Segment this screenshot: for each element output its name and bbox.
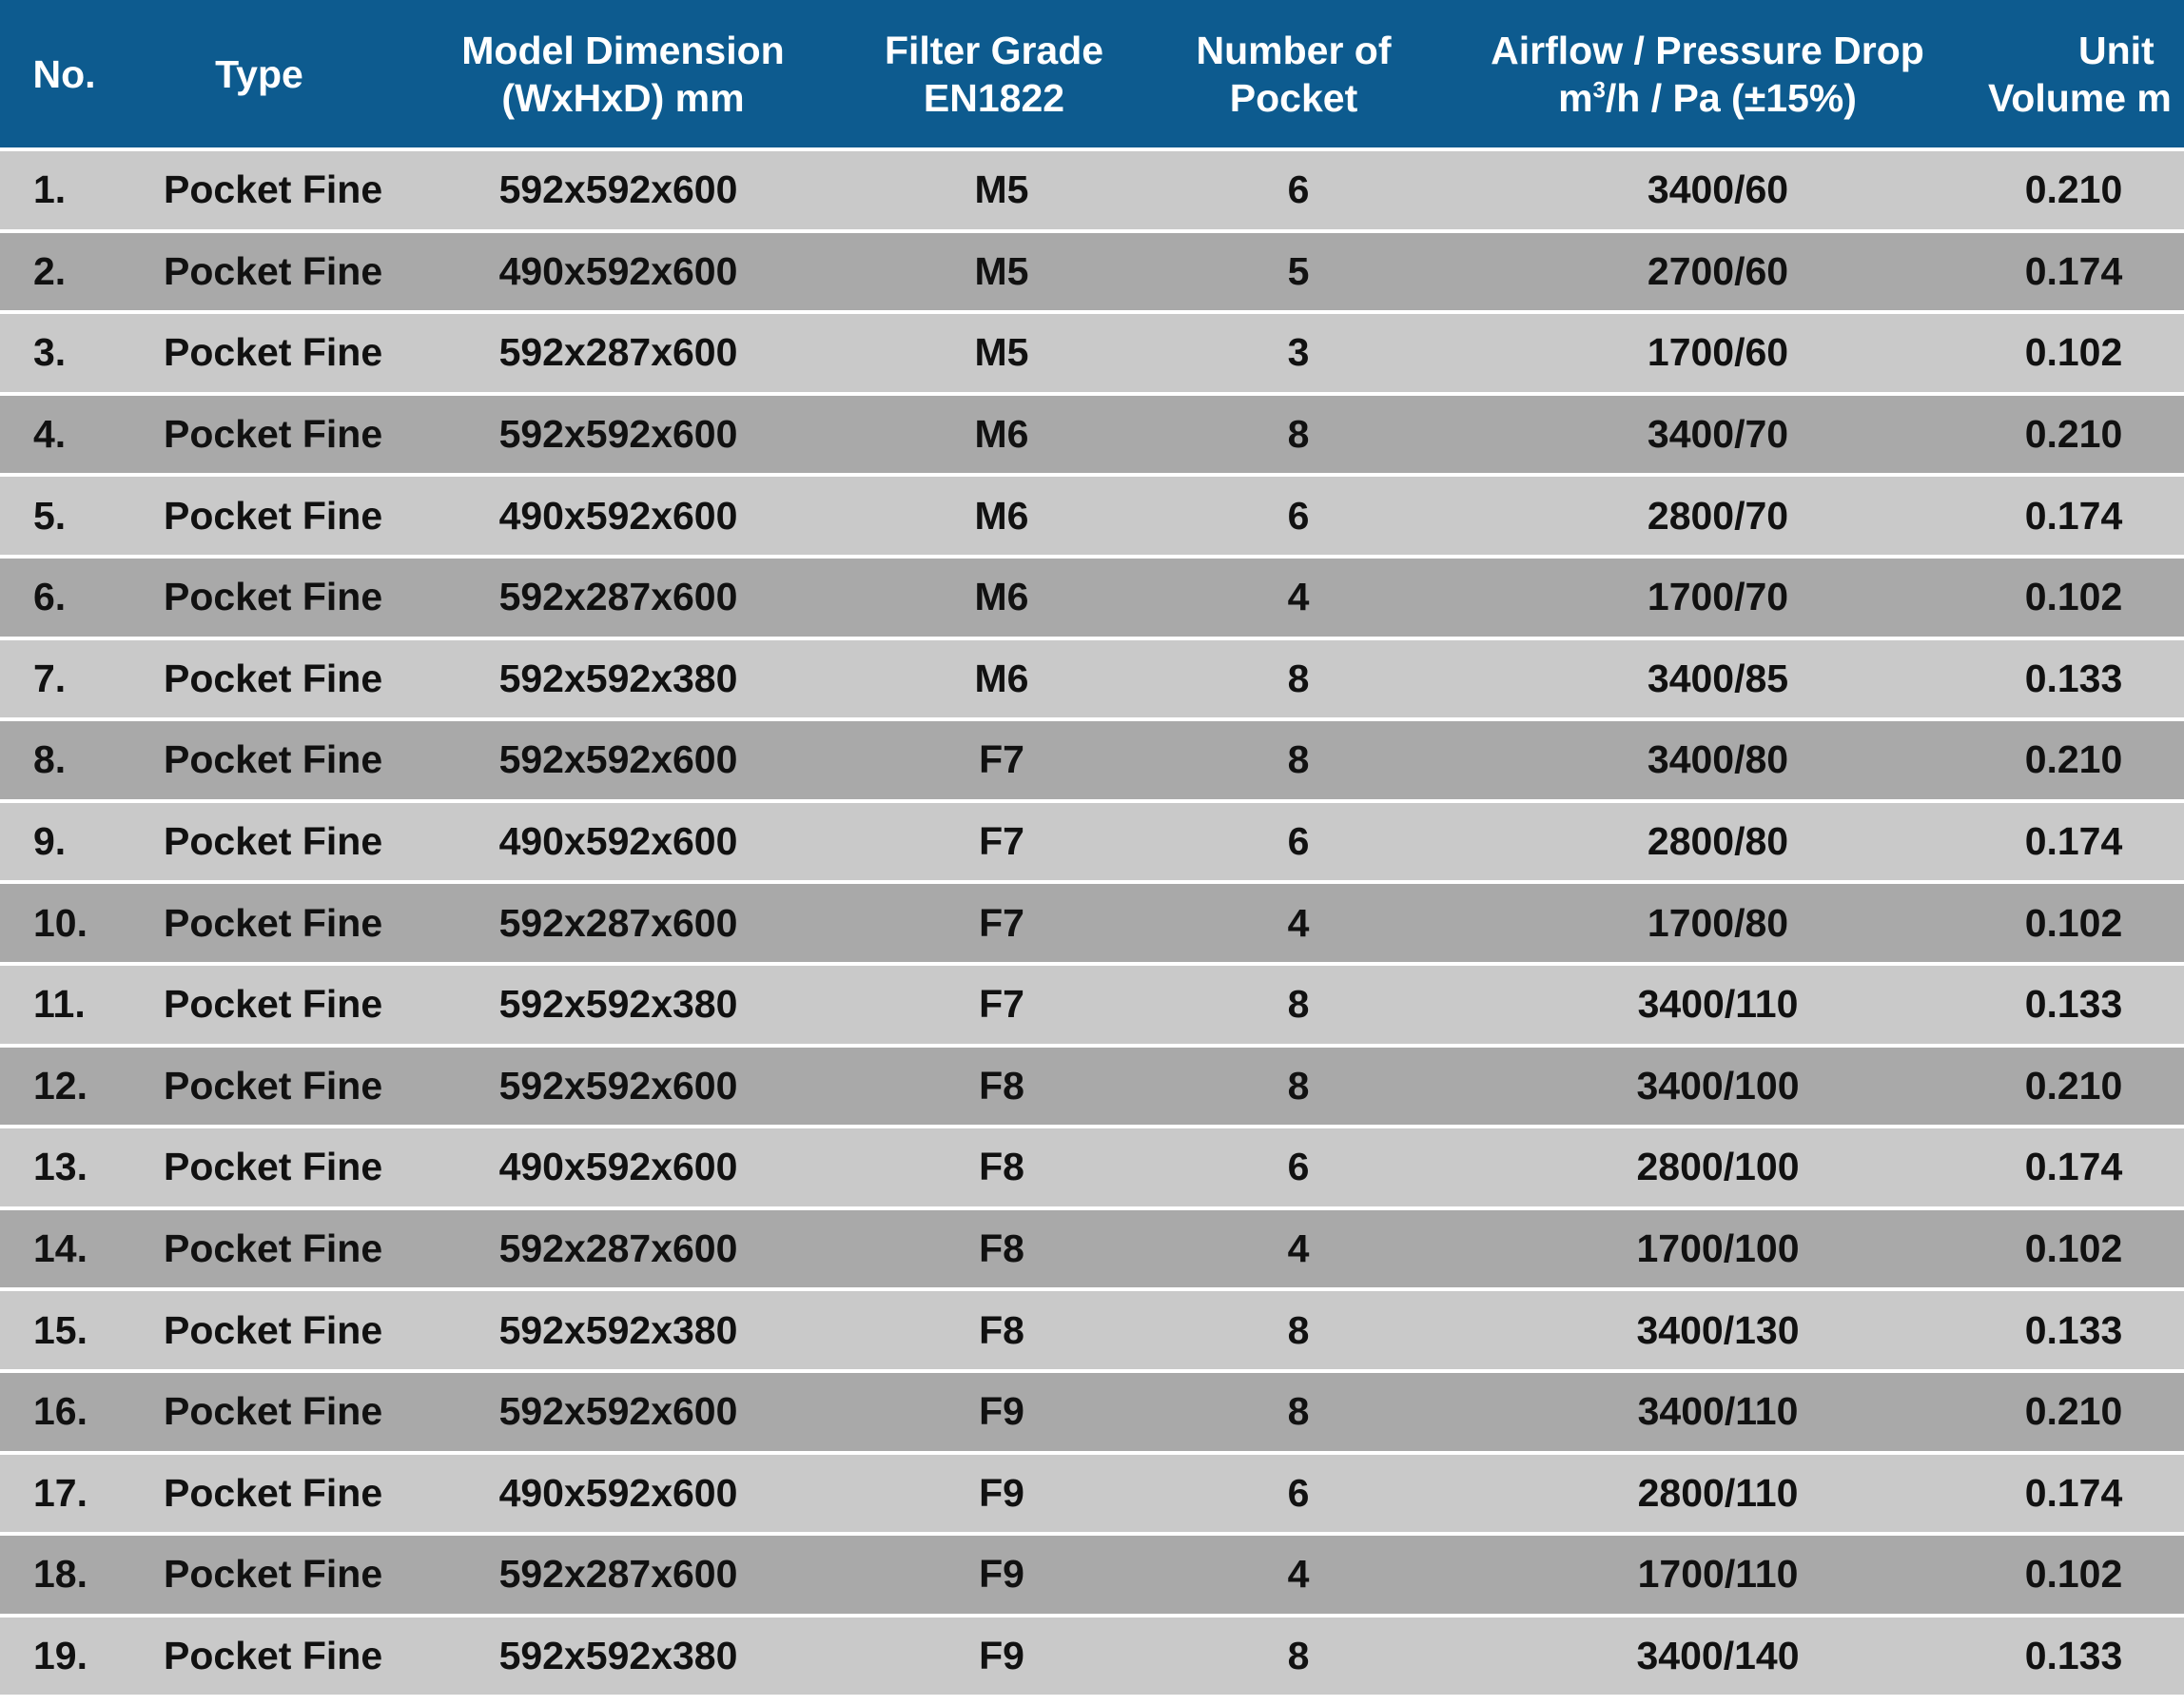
cell-type: Pocket Fine bbox=[164, 248, 383, 293]
cell-type: Pocket Fine bbox=[164, 982, 383, 1027]
cell-airflow-pressure-drop: 1700/60 bbox=[1647, 330, 1789, 375]
cell-no: 6. bbox=[33, 575, 67, 619]
cell-no: 13. bbox=[33, 1145, 88, 1189]
cell-type: Pocket Fine bbox=[164, 1226, 383, 1271]
cell-no: 5. bbox=[33, 493, 67, 538]
cell-type: Pocket Fine bbox=[164, 330, 383, 375]
cell-type: Pocket Fine bbox=[164, 1552, 383, 1597]
cell-filter-grade: M6 bbox=[974, 493, 1029, 538]
cell-type: Pocket Fine bbox=[164, 656, 383, 700]
cell-unit-volume: 0.210 bbox=[2024, 167, 2123, 212]
table-row bbox=[0, 1532, 2184, 1614]
cell-no: 8. bbox=[33, 737, 67, 782]
table-row bbox=[0, 1044, 2184, 1126]
header-model-dimension: Model Dimension (WxHxD) mm bbox=[461, 28, 785, 120]
cell-unit-volume: 0.174 bbox=[2024, 493, 2123, 538]
cell-filter-grade: F9 bbox=[979, 1633, 1024, 1677]
cell-airflow-pressure-drop: 1700/70 bbox=[1647, 575, 1789, 619]
cell-number-of-pocket: 8 bbox=[1287, 412, 1310, 457]
cell-unit-volume: 0.102 bbox=[2024, 575, 2123, 619]
cell-number-of-pocket: 8 bbox=[1287, 982, 1310, 1027]
cell-number-of-pocket: 6 bbox=[1287, 819, 1310, 864]
table-row bbox=[0, 310, 2184, 392]
cell-unit-volume: 0.102 bbox=[2024, 1226, 2123, 1271]
cell-unit-volume: 0.102 bbox=[2024, 1552, 2123, 1597]
cell-no: 18. bbox=[33, 1552, 88, 1597]
table-row bbox=[0, 880, 2184, 962]
cell-unit-volume: 0.133 bbox=[2024, 656, 2123, 700]
cell-unit-volume: 0.210 bbox=[2024, 737, 2123, 782]
cell-type: Pocket Fine bbox=[164, 819, 383, 864]
header-unit-volume: Unit Volume m bbox=[1988, 28, 2172, 120]
cell-dimension: 592x592x600 bbox=[498, 1389, 738, 1434]
cell-airflow-pressure-drop: 2800/80 bbox=[1647, 819, 1789, 864]
cell-dimension: 490x592x600 bbox=[498, 1145, 738, 1189]
cell-filter-grade: F9 bbox=[979, 1470, 1024, 1515]
cell-filter-grade: F8 bbox=[979, 1226, 1024, 1271]
cell-unit-volume: 0.174 bbox=[2024, 248, 2123, 293]
cell-filter-grade: M6 bbox=[974, 412, 1029, 457]
cell-number-of-pocket: 8 bbox=[1287, 1063, 1310, 1108]
table-row bbox=[0, 799, 2184, 881]
cell-unit-volume: 0.133 bbox=[2024, 1307, 2123, 1352]
table-row bbox=[0, 1451, 2184, 1533]
cell-type: Pocket Fine bbox=[164, 412, 383, 457]
cell-airflow-pressure-drop: 1700/80 bbox=[1647, 900, 1789, 945]
cell-dimension: 592x592x380 bbox=[498, 1307, 738, 1352]
table-row bbox=[0, 1125, 2184, 1206]
cell-number-of-pocket: 4 bbox=[1287, 1552, 1310, 1597]
table-row bbox=[0, 1287, 2184, 1369]
cell-airflow-pressure-drop: 1700/110 bbox=[1637, 1552, 1799, 1597]
cell-airflow-pressure-drop: 3400/110 bbox=[1637, 1389, 1799, 1434]
cell-unit-volume: 0.133 bbox=[2024, 982, 2123, 1027]
cell-airflow-pressure-drop: 2800/100 bbox=[1636, 1145, 1800, 1189]
table-row bbox=[0, 229, 2184, 311]
cell-dimension: 592x287x600 bbox=[498, 330, 738, 375]
cell-type: Pocket Fine bbox=[164, 1633, 383, 1677]
table-row bbox=[0, 392, 2184, 474]
cell-no: 7. bbox=[33, 656, 67, 700]
cell-no: 10. bbox=[33, 900, 88, 945]
cell-airflow-pressure-drop: 3400/140 bbox=[1636, 1633, 1800, 1677]
table-row bbox=[0, 717, 2184, 799]
cell-number-of-pocket: 5 bbox=[1287, 248, 1310, 293]
table-row bbox=[0, 637, 2184, 718]
table-row bbox=[0, 1369, 2184, 1451]
cell-no: 4. bbox=[33, 412, 67, 457]
cell-filter-grade: M5 bbox=[974, 248, 1029, 293]
cell-number-of-pocket: 4 bbox=[1287, 1226, 1310, 1271]
cell-number-of-pocket: 8 bbox=[1287, 656, 1310, 700]
cell-dimension: 592x287x600 bbox=[498, 900, 738, 945]
cell-dimension: 592x592x380 bbox=[498, 656, 738, 700]
cell-dimension: 490x592x600 bbox=[498, 819, 738, 864]
table-body bbox=[0, 147, 2184, 1695]
header-type: Type bbox=[215, 51, 303, 96]
cell-dimension: 592x592x600 bbox=[498, 412, 738, 457]
cell-airflow-pressure-drop: 1700/100 bbox=[1636, 1226, 1800, 1271]
cell-airflow-pressure-drop: 2700/60 bbox=[1647, 248, 1789, 293]
table-row bbox=[0, 1614, 2184, 1696]
table-row bbox=[0, 962, 2184, 1044]
cell-unit-volume: 0.210 bbox=[2024, 1063, 2123, 1108]
cell-type: Pocket Fine bbox=[164, 493, 383, 538]
cell-no: 3. bbox=[33, 330, 67, 375]
cell-dimension: 592x592x380 bbox=[498, 982, 738, 1027]
cell-number-of-pocket: 4 bbox=[1287, 900, 1310, 945]
cell-type: Pocket Fine bbox=[164, 1470, 383, 1515]
cell-number-of-pocket: 4 bbox=[1287, 575, 1310, 619]
cell-type: Pocket Fine bbox=[164, 167, 383, 212]
cell-filter-grade: F7 bbox=[979, 982, 1024, 1027]
cell-no: 16. bbox=[33, 1389, 88, 1434]
cell-airflow-pressure-drop: 3400/130 bbox=[1636, 1307, 1800, 1352]
cell-filter-grade: M5 bbox=[974, 330, 1029, 375]
table-row bbox=[0, 147, 2184, 229]
cell-filter-grade: M6 bbox=[974, 575, 1029, 619]
cell-type: Pocket Fine bbox=[164, 900, 383, 945]
cell-airflow-pressure-drop: 2800/70 bbox=[1647, 493, 1789, 538]
header-number-of-pocket: Number of Pocket bbox=[1196, 28, 1392, 120]
cell-dimension: 592x592x600 bbox=[498, 167, 738, 212]
cell-type: Pocket Fine bbox=[164, 737, 383, 782]
cell-no: 9. bbox=[33, 819, 67, 864]
cell-unit-volume: 0.174 bbox=[2024, 1145, 2123, 1189]
table-row bbox=[0, 473, 2184, 555]
cell-number-of-pocket: 6 bbox=[1287, 1470, 1310, 1515]
cell-unit-volume: 0.174 bbox=[2024, 1470, 2123, 1515]
cell-number-of-pocket: 6 bbox=[1287, 493, 1310, 538]
cell-number-of-pocket: 6 bbox=[1287, 167, 1310, 212]
cell-number-of-pocket: 8 bbox=[1287, 1389, 1310, 1434]
cell-unit-volume: 0.210 bbox=[2024, 1389, 2123, 1434]
cell-no: 15. bbox=[33, 1307, 88, 1352]
cell-airflow-pressure-drop: 3400/110 bbox=[1637, 982, 1799, 1027]
table-row bbox=[0, 555, 2184, 637]
cell-filter-grade: F8 bbox=[979, 1307, 1024, 1352]
cell-dimension: 490x592x600 bbox=[498, 493, 738, 538]
cell-dimension: 592x592x380 bbox=[498, 1633, 738, 1677]
cell-airflow-pressure-drop: 3400/60 bbox=[1647, 167, 1789, 212]
header-no: No. bbox=[32, 51, 96, 96]
cell-dimension: 490x592x600 bbox=[498, 1470, 738, 1515]
table-row bbox=[0, 1206, 2184, 1288]
cell-number-of-pocket: 8 bbox=[1287, 737, 1310, 782]
cell-type: Pocket Fine bbox=[164, 1063, 383, 1108]
cell-number-of-pocket: 3 bbox=[1287, 330, 1310, 375]
cell-filter-grade: M6 bbox=[974, 656, 1029, 700]
cell-type: Pocket Fine bbox=[164, 575, 383, 619]
cell-filter-grade: F7 bbox=[979, 900, 1024, 945]
cell-filter-grade: F9 bbox=[979, 1389, 1024, 1434]
cell-unit-volume: 0.174 bbox=[2024, 819, 2123, 864]
cell-unit-volume: 0.102 bbox=[2024, 900, 2123, 945]
cell-no: 19. bbox=[33, 1633, 88, 1677]
cell-no: 12. bbox=[33, 1063, 88, 1108]
cell-dimension: 592x287x600 bbox=[498, 575, 738, 619]
cell-dimension: 592x287x600 bbox=[498, 1226, 738, 1271]
cell-no: 11. bbox=[33, 982, 86, 1027]
cell-number-of-pocket: 8 bbox=[1287, 1307, 1310, 1352]
cell-filter-grade: F7 bbox=[979, 737, 1024, 782]
header-filter-grade: Filter Grade EN1822 bbox=[884, 28, 1104, 120]
cell-airflow-pressure-drop: 3400/85 bbox=[1647, 656, 1789, 700]
cell-dimension: 592x287x600 bbox=[498, 1552, 738, 1597]
cell-type: Pocket Fine bbox=[164, 1389, 383, 1434]
cell-filter-grade: F8 bbox=[979, 1063, 1024, 1108]
cell-airflow-pressure-drop: 2800/110 bbox=[1637, 1470, 1799, 1515]
cell-no: 2. bbox=[33, 248, 67, 293]
cell-filter-grade: F8 bbox=[979, 1145, 1024, 1189]
cell-no: 14. bbox=[33, 1226, 88, 1271]
cell-unit-volume: 0.102 bbox=[2024, 330, 2123, 375]
cell-filter-grade: F9 bbox=[979, 1552, 1024, 1597]
header-airflow-pressure-drop: Airflow / Pressure Drop $m^3/h$ / Pa (±15%) bbox=[1491, 28, 1924, 120]
cell-number-of-pocket: 8 bbox=[1287, 1633, 1310, 1677]
cell-type: Pocket Fine bbox=[164, 1307, 383, 1352]
cell-airflow-pressure-drop: 3400/70 bbox=[1647, 412, 1789, 457]
cell-filter-grade: F7 bbox=[979, 819, 1024, 864]
cell-number-of-pocket: 6 bbox=[1287, 1145, 1310, 1189]
cell-airflow-pressure-drop: 3400/80 bbox=[1647, 737, 1789, 782]
cell-no: 17. bbox=[33, 1470, 88, 1515]
cell-unit-volume: 0.133 bbox=[2024, 1633, 2123, 1677]
cell-filter-grade: M5 bbox=[974, 167, 1029, 212]
cell-airflow-pressure-drop: 3400/100 bbox=[1636, 1063, 1800, 1108]
cell-unit-volume: 0.210 bbox=[2024, 412, 2123, 457]
cell-type: Pocket Fine bbox=[164, 1145, 383, 1189]
cell-no: 1. bbox=[33, 167, 67, 212]
cell-dimension: 490x592x600 bbox=[498, 248, 738, 293]
cell-dimension: 592x592x600 bbox=[498, 737, 738, 782]
table-header bbox=[0, 0, 2184, 147]
cell-dimension: 592x592x600 bbox=[498, 1063, 738, 1108]
